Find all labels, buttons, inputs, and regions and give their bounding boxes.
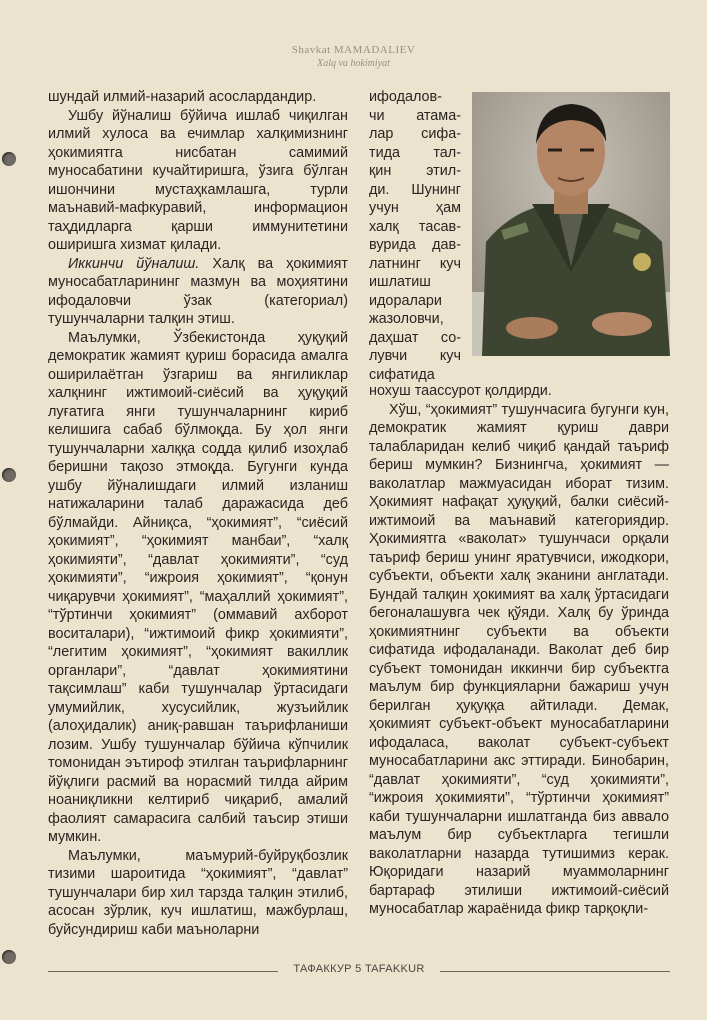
- footer-page-label: ТАФАККУР 5 TAFAKKUR: [287, 963, 430, 975]
- binder-hole: [2, 950, 16, 964]
- paragraph-text: Маълумки, маъмурий-буйруқбозлик тизими шароитида “ҳокимият”, “давлат” тушунчалари бир хил тарзда талқин этилиб, асосан зўрлик, куч ишлатиш, мажбурлаш, буйсундириш каби маъноларни: [48, 847, 348, 938]
- paragraph-text: Халқ ва ҳокимият муносабатларининг мазмун ва моҳиятини ифодаловчи ўзак (категориал) тушунчаларни талқин этиш.: [48, 255, 349, 327]
- paragraph-text: шундай илмий-назарий асослардандир.: [48, 89, 317, 105]
- wrap-line: халқ тасав-: [369, 218, 461, 235]
- header-author: Shavkat MAMADALIEV: [291, 44, 416, 56]
- wrap-line: лувчи куч: [369, 348, 461, 364]
- header-subtitle: Xalq va hokimiyat: [317, 58, 390, 69]
- wrap-line: лар сифа-: [369, 126, 461, 142]
- page-footer: [48, 963, 670, 979]
- wrap-line: жазоловчи,: [369, 311, 444, 327]
- wrap-line: ишлатиш: [369, 274, 431, 290]
- wrap-line: вурида дав-: [369, 237, 461, 253]
- author-portrait-image: [472, 92, 670, 356]
- paragraph: [48, 847, 348, 940]
- wrap-line: қин этил-: [369, 163, 461, 179]
- binder-hole: [2, 152, 16, 166]
- paragraph-text: Маълумки, Ўзбекистонда ҳуқуқий демократик жамият қуриш борасида амалга оширилаётган ўзгариш ва янгиликлар халқнинг ижтимоий-сиёсий ва ҳуқуқий луғатига янги тушунчаларнинг кириб келишига сабаб бўлмоқда. Бу ҳол янги тушунчаларни халққа содда қилиб изоҳлаб беришни тақозо этмоқда. Бугунги кунда ушбу йўналишдаги илмий изланиш натижаларини талаб даражасида деб бўлмайди. Айниқса, “ҳокимият”, “сиёсий ҳокимият”, “ҳокимият манбаи”, “халқ ҳокимияти”, “давлат ҳокимияти”, “суд ҳокимияти”, “ижроия ҳокимият”, “қонун чиқарувчи ҳокимият”, “маҳаллий ҳокимият”, “тўртинчи ҳокимият” (оммавий ахборот воситалари), “ижтимоий фикр ҳокимияти”, “легитим ҳокимият”, “ҳокимият вакиллик органлари”, “давлат ҳокимиятини тақсимлаш” каби тушунчалар ўртасидаги умумийлик, хусусийлик, жузъийлик (алоҳидалик) аниқ-равшан таърифланиши лозим. Ушбу тушунчалар бўйича кўпчилик томонидан эътироф этилган таърифларнинг йўқлиги расмий ва норасмий тилда айрим ноаниқликни келтириб чиқариб, амалий фаолият самарасига салбий таъсир этиши мумкин.: [48, 329, 348, 845]
- author-photo: [472, 92, 670, 356]
- paragraph: [48, 107, 348, 255]
- binder-hole: [2, 468, 16, 482]
- paragraph-text: Хўш, “ҳокимият” тушунчасига бугунги кун, демократик жамият қуриш даври талабларидан келиб чиқиб қандай таъриф бериш мумкин? Бизнингча, ҳокимият — ваколатлар мажмуасидан иборат тизим. Ҳокимият нафақат ҳуқуқий, балки сиёсий-ижтимоий ва маънавий категориядир. Ҳокимиятга «ваколат» тушунчаси орқали таъриф бериш унинг яратувчиси, ижодкори, субъекти, объекти халқ эканини англатади. Бундай талқин ҳокимият ва халқ ўртасидаги бегоналашувга чек қўяди. Халқ бу ўринда ҳокимиятнинг субъекти ва объекти сифатида ифодаланади. Ваколат деб бир субъект томонидан иккинчи бир субъектга маълум бир функцияларни бажариш учун берилган ҳуқуққа айтилади. Демак, ҳокимият субъект-объект муносабатларини ифодаласа, ваколат субъект-субъект муносабатларини акс эттиради. Бинобарин, “давлат ҳокимияти”, “суд ҳокимияти”, “ижроия ҳокимияти”, “тўртинчи ҳокимият” каби тушунчаларни ишлатганда биз аввало маълум бир субъектларга тегишли ваколатларни назарда тутишимиз керак. Юқоридаги назарий муаммоларнинг бартараф этилиши ижтимоий-сиёсий муносабатлар жараёнида фикр тарқоқли-: [369, 401, 669, 917]
- paragraph-text: нохуш таассурот қолдирди.: [369, 383, 552, 399]
- paragraph-text: Ушбу йўналиш бўйича ишлаб чиқилган илмий хулоса ва ечимлар халқимизнинг ҳокимиятга нисбатан самимий муносабатини кучайтиришга, ўзига бўлган ишончини мустаҳкамлашга, турли маънавий-мафкуравий, информацион таҳдидларга қарши иммунитетини оширишга хизмат қилади.: [48, 107, 348, 253]
- paragraph: [369, 382, 669, 401]
- section-lead: Иккинчи йўналиш.: [68, 255, 200, 272]
- running-header: [0, 44, 707, 69]
- wrap-line: чи атама-: [369, 107, 461, 124]
- wrap-line: идоралари: [369, 292, 442, 309]
- paragraph: [369, 401, 669, 919]
- left-column: [48, 88, 348, 939]
- right-column: [369, 382, 669, 919]
- wrap-line: даҳшат со-: [369, 329, 461, 346]
- wrap-line: тида тал-: [369, 144, 461, 161]
- paragraph: [48, 88, 348, 107]
- paragraph: [48, 329, 348, 847]
- wrap-line: латнинг куч: [369, 255, 461, 272]
- paragraph: [48, 255, 348, 329]
- wrap-line: ифодалов-: [369, 89, 442, 105]
- wrap-line: учун ҳам: [369, 200, 461, 216]
- wrap-line: сифатида: [369, 366, 435, 383]
- wrap-line: ди. Шунинг: [369, 181, 461, 198]
- photo-wrap-text: [369, 88, 461, 384]
